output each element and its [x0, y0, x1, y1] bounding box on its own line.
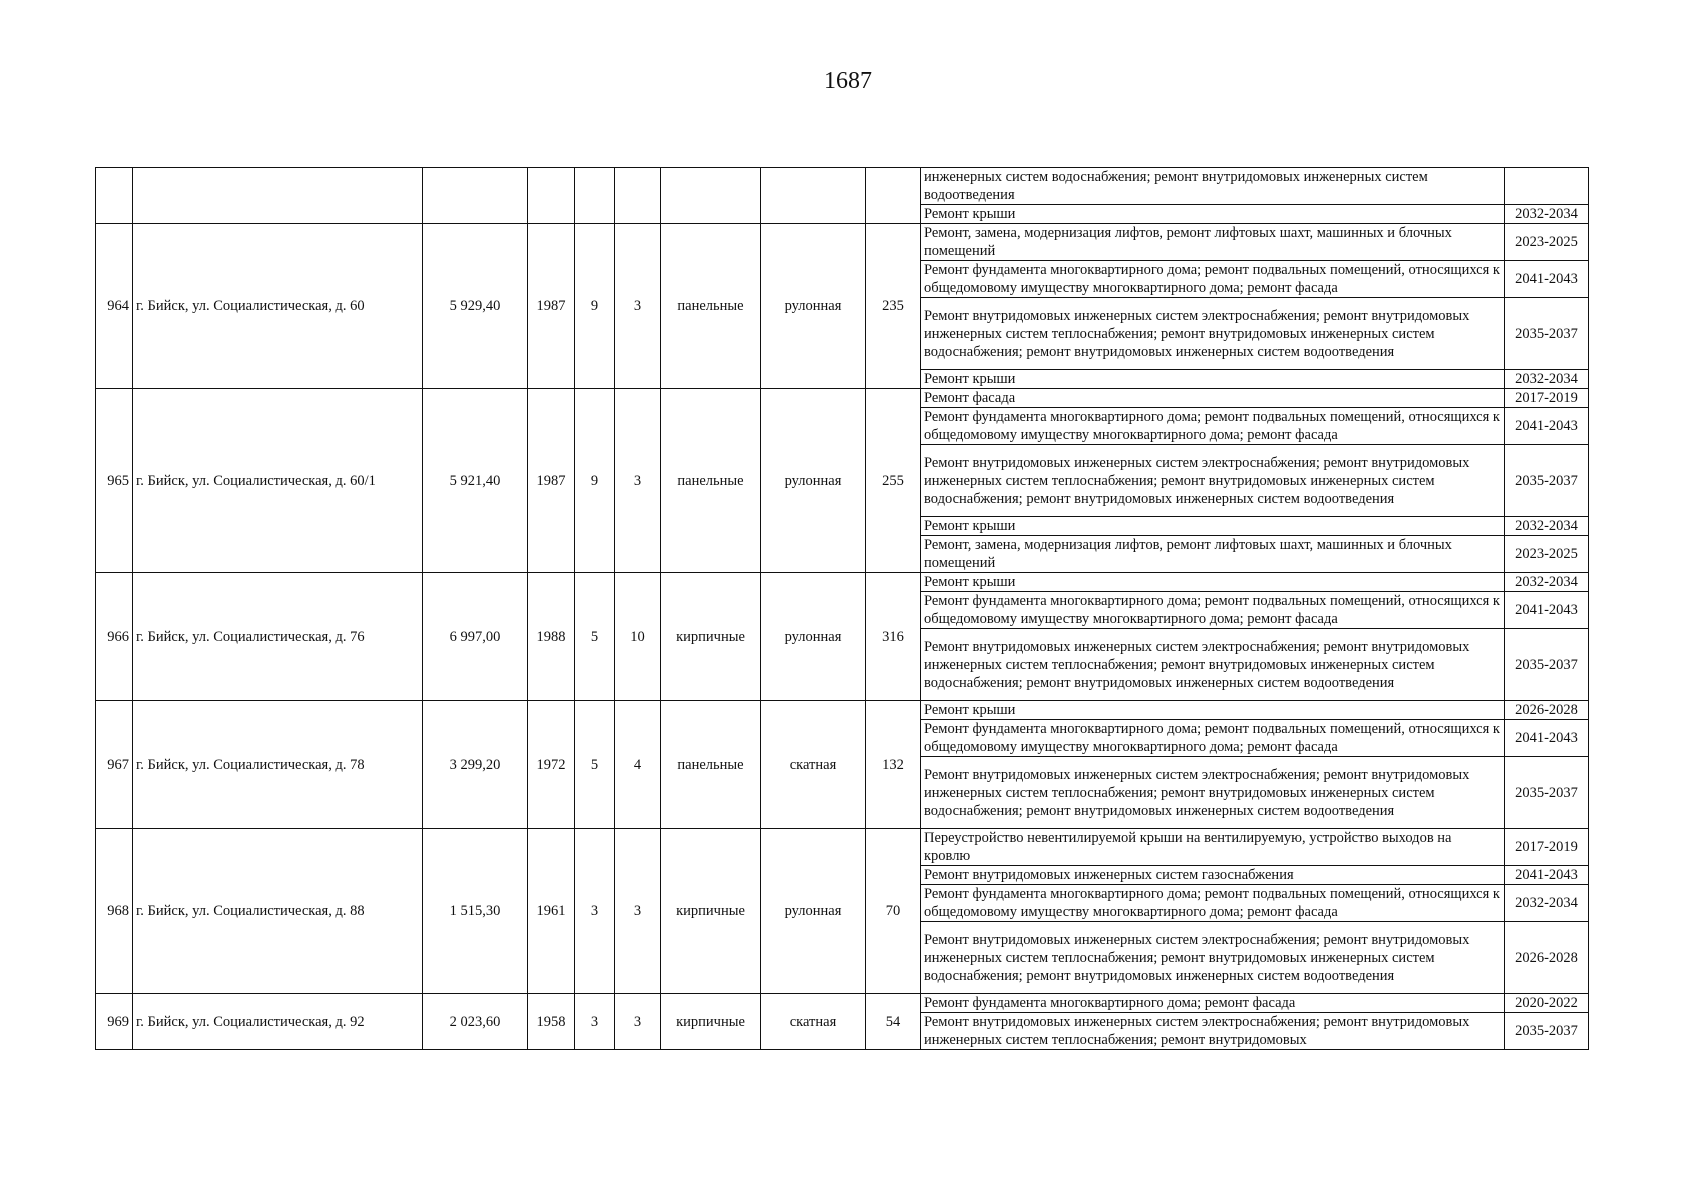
house-area: 2 023,60 — [423, 994, 528, 1050]
house-roof-type: скатная — [761, 701, 866, 829]
work-period: 2041-2043 — [1505, 592, 1589, 629]
work-period: 2017-2019 — [1505, 389, 1589, 408]
continuation-floors-cell — [575, 168, 615, 224]
work-period: 2041-2043 — [1505, 408, 1589, 445]
work-period: 2032-2034 — [1505, 517, 1589, 536]
table-row — [96, 224, 1589, 261]
work-description: Ремонт фундамента многоквартирного дома; ремонт подвальных помещений, относящихся к общедомовому имуществу многоквартирного дома; ремонт фасада — [921, 408, 1505, 445]
work-description: Ремонт, замена, модернизация лифтов, ремонт лифтовых шахт, машинных и блочных помещений — [921, 536, 1505, 573]
work-description: Ремонт, замена, модернизация лифтов, ремонт лифтовых шахт, машинных и блочных помещений — [921, 224, 1505, 261]
work-description: Ремонт крыши — [921, 701, 1505, 720]
house-entrances: 3 — [615, 224, 661, 389]
work-description: Ремонт фундамента многоквартирного дома; ремонт подвальных помещений, относящихся к общедомовому имуществу многоквартирного дома; ремонт фасада — [921, 720, 1505, 757]
work-description: Ремонт крыши — [921, 370, 1505, 389]
house-floors: 9 — [575, 224, 615, 389]
house-roof-type: скатная — [761, 994, 866, 1050]
house-floors: 9 — [575, 389, 615, 573]
table-row — [96, 701, 1589, 720]
work-description: Ремонт фундамента многоквартирного дома; ремонт подвальных помещений, относящихся к общедомовому имуществу многоквартирного дома; ремонт фасада — [921, 885, 1505, 922]
house-roof-type: рулонная — [761, 389, 866, 573]
work-period — [1505, 168, 1589, 205]
work-description: Ремонт внутридомовых инженерных систем электроснабжения; ремонт внутридомовых инженерных систем теплоснабжения; ремонт внутридомовых инженерных систем водоснабжения; ремонт внутридомовых инженерных систем водоотведения — [921, 922, 1505, 994]
work-period: 2026-2028 — [1505, 922, 1589, 994]
house-entrances: 3 — [615, 829, 661, 994]
work-period: 2041-2043 — [1505, 720, 1589, 757]
work-period: 2035-2037 — [1505, 757, 1589, 829]
house-residents: 235 — [866, 224, 921, 389]
work-period: 2035-2037 — [1505, 445, 1589, 517]
work-description: Ремонт внутридомовых инженерных систем электроснабжения; ремонт внутридомовых инженерных систем теплоснабжения; ремонт внутридомовых инженерных систем водоснабжения; ремонт внутридомовых инженерных систем водоотведения — [921, 757, 1505, 829]
continuation-entrances-cell — [615, 168, 661, 224]
house-area: 6 997,00 — [423, 573, 528, 701]
house-residents: 316 — [866, 573, 921, 701]
continuation-year-cell — [528, 168, 575, 224]
work-description: Ремонт крыши — [921, 573, 1505, 592]
house-number: 969 — [96, 994, 133, 1050]
house-roof-type: рулонная — [761, 573, 866, 701]
page-number: 1687 — [824, 68, 872, 94]
house-area: 5 929,40 — [423, 224, 528, 389]
work-description: Ремонт фундамента многоквартирного дома; ремонт подвальных помещений, относящихся к общедомовому имуществу многоквартирного дома; ремонт фасада — [921, 261, 1505, 298]
work-period: 2020-2022 — [1505, 994, 1589, 1013]
house-wall-material: панельные — [661, 224, 761, 389]
house-floors: 5 — [575, 573, 615, 701]
house-area: 1 515,30 — [423, 829, 528, 994]
work-period: 2041-2043 — [1505, 261, 1589, 298]
house-entrances: 10 — [615, 573, 661, 701]
house-floors: 3 — [575, 829, 615, 994]
continuation-walls-cell — [661, 168, 761, 224]
table-row — [96, 573, 1589, 592]
work-period: 2023-2025 — [1505, 536, 1589, 573]
house-entrances: 3 — [615, 994, 661, 1050]
work-description: Ремонт фундамента многоквартирного дома; ремонт подвальных помещений, относящихся к общедомовому имуществу многоквартирного дома; ремонт фасада — [921, 592, 1505, 629]
house-address: г. Бийск, ул. Социалистическая, д. 92 — [133, 994, 423, 1050]
house-wall-material: панельные — [661, 701, 761, 829]
house-address: г. Бийск, ул. Социалистическая, д. 60 — [133, 224, 423, 389]
work-period: 2026-2028 — [1505, 701, 1589, 720]
table-body — [96, 168, 1589, 1050]
house-wall-material: кирпичные — [661, 573, 761, 701]
house-floors: 5 — [575, 701, 615, 829]
work-period: 2032-2034 — [1505, 885, 1589, 922]
work-period: 2035-2037 — [1505, 298, 1589, 370]
table-row — [96, 389, 1589, 408]
house-year: 1958 — [528, 994, 575, 1050]
work-description: Ремонт внутридомовых инженерных систем электроснабжения; ремонт внутридомовых инженерных систем теплоснабжения; ремонт внутридомовых инженерных систем водоснабжения; ремонт внутридомовых инженерных систем водоотведения — [921, 298, 1505, 370]
work-description: Ремонт фасада — [921, 389, 1505, 408]
continuation-residents-cell — [866, 168, 921, 224]
work-description: Ремонт крыши — [921, 517, 1505, 536]
house-address: г. Бийск, ул. Социалистическая, д. 76 — [133, 573, 423, 701]
house-number: 968 — [96, 829, 133, 994]
continuation-row — [96, 168, 1589, 205]
work-description: Ремонт внутридомовых инженерных систем электроснабжения; ремонт внутридомовых инженерных систем теплоснабжения; ремонт внутридомовых инженерных систем водоснабжения; ремонт внутридомовых инженерных систем водоотведения — [921, 445, 1505, 517]
continuation-roof-cell — [761, 168, 866, 224]
house-area: 5 921,40 — [423, 389, 528, 573]
house-roof-type: рулонная — [761, 829, 866, 994]
work-description: Ремонт внутридомовых инженерных систем газоснабжения — [921, 866, 1505, 885]
house-year: 1988 — [528, 573, 575, 701]
work-description: Переустройство невентилируемой крыши на вентилируемую, устройство выходов на кровлю — [921, 829, 1505, 866]
work-period: 2032-2034 — [1505, 205, 1589, 224]
capital-repair-table — [95, 167, 1589, 1050]
table-row — [96, 829, 1589, 866]
house-number: 964 — [96, 224, 133, 389]
house-roof-type: рулонная — [761, 224, 866, 389]
work-description: Ремонт внутридомовых инженерных систем электроснабжения; ремонт внутридомовых инженерных систем теплоснабжения; ремонт внутридомовых — [921, 1013, 1505, 1050]
house-residents: 54 — [866, 994, 921, 1050]
house-area: 3 299,20 — [423, 701, 528, 829]
table-row — [96, 994, 1589, 1013]
work-description: Ремонт внутридомовых инженерных систем электроснабжения; ремонт внутридомовых инженерных систем теплоснабжения; ремонт внутридомовых инженерных систем водоснабжения; ремонт внутридомовых инженерных систем водоотведения — [921, 629, 1505, 701]
house-year: 1961 — [528, 829, 575, 994]
continuation-area-cell — [423, 168, 528, 224]
house-residents: 132 — [866, 701, 921, 829]
house-entrances: 4 — [615, 701, 661, 829]
house-number: 967 — [96, 701, 133, 829]
house-year: 1987 — [528, 224, 575, 389]
work-period: 2032-2034 — [1505, 573, 1589, 592]
house-address: г. Бийск, ул. Социалистическая, д. 78 — [133, 701, 423, 829]
house-wall-material: кирпичные — [661, 829, 761, 994]
work-description: Ремонт фундамента многоквартирного дома; ремонт фасада — [921, 994, 1505, 1013]
house-year: 1972 — [528, 701, 575, 829]
work-description: инженерных систем водоснабжения; ремонт внутридомовых инженерных систем водоотведения — [921, 168, 1505, 205]
continuation-num-cell — [96, 168, 133, 224]
house-wall-material: панельные — [661, 389, 761, 573]
house-floors: 3 — [575, 994, 615, 1050]
house-number: 966 — [96, 573, 133, 701]
house-wall-material: кирпичные — [661, 994, 761, 1050]
house-entrances: 3 — [615, 389, 661, 573]
work-period: 2035-2037 — [1505, 629, 1589, 701]
house-address: г. Бийск, ул. Социалистическая, д. 60/1 — [133, 389, 423, 573]
work-period: 2023-2025 — [1505, 224, 1589, 261]
house-year: 1987 — [528, 389, 575, 573]
work-description: Ремонт крыши — [921, 205, 1505, 224]
work-period: 2041-2043 — [1505, 866, 1589, 885]
continuation-address-cell — [133, 168, 423, 224]
work-period: 2035-2037 — [1505, 1013, 1589, 1050]
house-number: 965 — [96, 389, 133, 573]
house-residents: 255 — [866, 389, 921, 573]
house-address: г. Бийск, ул. Социалистическая, д. 88 — [133, 829, 423, 994]
house-residents: 70 — [866, 829, 921, 994]
work-period: 2032-2034 — [1505, 370, 1589, 389]
work-period: 2017-2019 — [1505, 829, 1589, 866]
